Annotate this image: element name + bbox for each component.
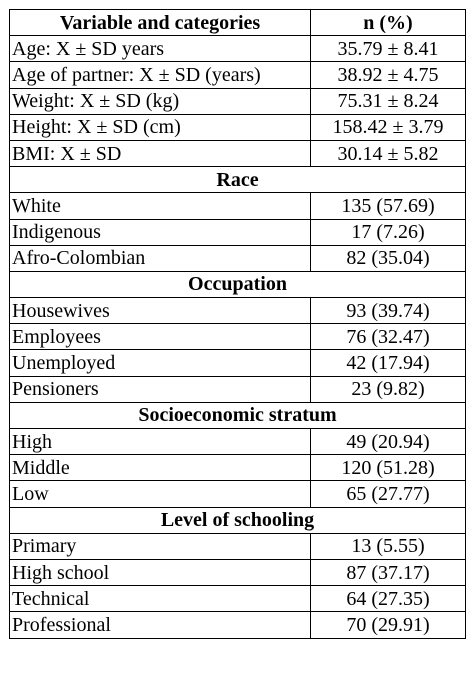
row-label: Weight: X ± SD (kg) [10, 88, 311, 114]
table-header [10, 10, 466, 36]
table-row [10, 36, 466, 62]
table-row [10, 324, 466, 350]
row-value: 23 (9.82) [311, 376, 466, 402]
section-header-row [10, 167, 466, 193]
row-label: Age: X ± SD years [10, 36, 311, 62]
table-row [10, 298, 466, 324]
table-row [10, 559, 466, 585]
row-value: 70 (29.91) [311, 612, 466, 638]
table-row [10, 376, 466, 402]
table-row [10, 586, 466, 612]
row-label: Unemployed [10, 350, 311, 376]
row-label: High school [10, 559, 311, 585]
row-value: 87 (37.17) [311, 559, 466, 585]
row-value: 65 (27.77) [311, 481, 466, 507]
table-row [10, 533, 466, 559]
row-value: 82 (35.04) [311, 245, 466, 271]
row-value: 17 (7.26) [311, 219, 466, 245]
table-row [10, 88, 466, 114]
table-row [10, 140, 466, 166]
section-title-occupation: Occupation [10, 271, 466, 297]
table-body [10, 36, 466, 638]
row-label: High [10, 429, 311, 455]
row-value: 135 (57.69) [311, 193, 466, 219]
row-value: 158.42 ± 3.79 [311, 114, 466, 140]
row-value: 75.31 ± 8.24 [311, 88, 466, 114]
row-value: 38.92 ± 4.75 [311, 62, 466, 88]
table-row [10, 193, 466, 219]
table-row [10, 219, 466, 245]
header-variable: Variable and categories [10, 10, 311, 36]
section-title-race: Race [10, 167, 466, 193]
section-header-row [10, 271, 466, 297]
table-row [10, 350, 466, 376]
demographics-table [9, 9, 466, 639]
row-value: 42 (17.94) [311, 350, 466, 376]
table-row [10, 455, 466, 481]
table-row [10, 114, 466, 140]
row-value: 76 (32.47) [311, 324, 466, 350]
row-label: Indigenous [10, 219, 311, 245]
row-label: Middle [10, 455, 311, 481]
section-title-level-of-schooling: Level of schooling [10, 507, 466, 533]
row-value: 93 (39.74) [311, 298, 466, 324]
row-label: Age of partner: X ± SD (years) [10, 62, 311, 88]
row-label: Technical [10, 586, 311, 612]
row-label: Primary [10, 533, 311, 559]
row-label: Low [10, 481, 311, 507]
section-header-row [10, 402, 466, 428]
row-value: 120 (51.28) [311, 455, 466, 481]
row-label: BMI: X ± SD [10, 140, 311, 166]
table-row [10, 481, 466, 507]
row-value: 35.79 ± 8.41 [311, 36, 466, 62]
table-row [10, 245, 466, 271]
row-value: 13 (5.55) [311, 533, 466, 559]
table-row [10, 62, 466, 88]
row-label: Housewives [10, 298, 311, 324]
table-row [10, 429, 466, 455]
row-value: 30.14 ± 5.82 [311, 140, 466, 166]
section-header-row [10, 507, 466, 533]
header-n-percent: n (%) [311, 10, 466, 36]
row-label: Afro-Colombian [10, 245, 311, 271]
row-value: 64 (27.35) [311, 586, 466, 612]
row-label: Professional [10, 612, 311, 638]
table-row [10, 612, 466, 638]
row-label: Height: X ± SD (cm) [10, 114, 311, 140]
row-label: Employees [10, 324, 311, 350]
header-row [10, 10, 466, 36]
row-label: Pensioners [10, 376, 311, 402]
row-label: White [10, 193, 311, 219]
section-title-socioeconomic-stratum: Socioeconomic stratum [10, 402, 466, 428]
row-value: 49 (20.94) [311, 429, 466, 455]
